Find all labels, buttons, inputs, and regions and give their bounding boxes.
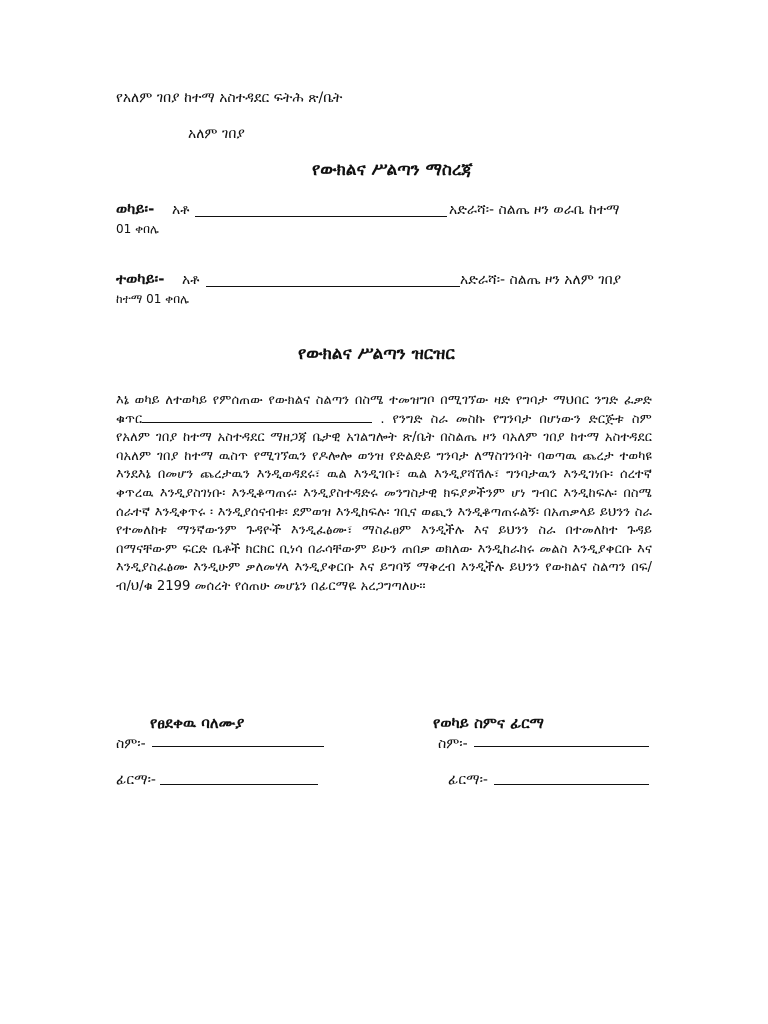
paragraph-part-2: . የንግድ ስራ መስኩ የግንባታ በሆነውን ድርጅቱ ስም የአለም ገበያ ከተማ አስተዳደር ማዘጋጃ ቤታዊ አገልግሎት ጽ/ቤት በስልጤ ዞን ባአለም ገበያ ከተማ አስተዳደር ባአለም ገበያ ከተማ ዉስጥ የሚገኘዉን የዶሎሎ ወንዝ የድልድይ ግንባታ ለማስገንባት ባወጣዉ ጨረታ ተወካዩ እንደእኔ በመሆን ጨረታዉን እንዲወዳደሩ፣ ዉል እንዲገቡ፣ ዉል እንዲያሻሽሉ፣ ግንባታዉን እንዲገነቡ፡ ሰረተኛ ቀጥረዉ እንዲያስገነቡ፡ እንዲቆጣጠሩ፡ እንዲያስተዳድሩ መንግስታዊ ክፍያዎችንም ሆነ ግብር እንዲከፍሉ፡ በስሜ ሰራተኛ እንዲቀጥሩ ፡ እንዲያሰናብቱ፡ ደምወዝ እንዲከፍሉ፡ ገቢና ወጪን እንዲቆጣጠሩልኝ፡ በአጠቃላይ ይህንን ስራ የተመለከቱ ማንኛውንም ጉዳዮች እንዲፈፅሙ፣ ማስፈፀም እንዲችሉ እና ይህንን ስራ በተመለከተ ጉዳይ በማናቸውም ፍርድ ቤቶች ክርክር ቢነሳ በራሳቸውም ይሁን ጠበቃ ወክለው እንዲከራከሩ መልስ እንዲያቀርቡ እና እንዲያስፈፅሙ እንዲሁም ቃለመሃላ እንዲያቀርቡ እና ይግባኝ ማቅረብ እንዲችሉ ይህንን የውክልና ስልጣን በፍ/ብ/ህ/ቁ 2199 መሰረት የሰጠሁ መሆኔን በፊርማዬ አረጋግጣለሁ፡፡ bbox=[116, 411, 652, 594]
witness-heading: የፀደቀዉ ባለሙያ bbox=[150, 714, 245, 732]
principal-sign-name-line bbox=[474, 746, 649, 747]
authority-details-paragraph bbox=[116, 392, 652, 597]
principal-label: ወካይ፡- bbox=[116, 200, 155, 218]
principal-honorific: አቶ bbox=[172, 202, 190, 218]
principal-kebele: 01 ቀበሌ bbox=[116, 222, 159, 236]
agent-address: አድራሻ፡- ስልጤ ዞን አለም ገበያ bbox=[460, 272, 622, 288]
principal-sign-heading: የወካይ ስምና ፊርማ bbox=[433, 714, 544, 732]
details-title: የውክልና ሥልጣን ዝርዝር bbox=[298, 344, 455, 364]
paragraph-part-1: እኔ ወካይ ለተወካይ የምሰጠው የውክልና ስልጣን በስሜ ተመዝግቦ በሚገኘው ዛድ የግባታ ማህበር ንግድ ፈቃድ ቁጥር bbox=[116, 393, 652, 427]
agent-honorific: አቶ bbox=[182, 272, 200, 288]
place-line: አለም ገበያ bbox=[188, 126, 245, 142]
office-header: የአለም ገበያ ከተማ አስተዳደር ፍትሕ ጽ/ቤት bbox=[116, 90, 343, 106]
principal-signature-line bbox=[494, 784, 649, 785]
agent-name-line bbox=[206, 286, 460, 287]
principal-name-label: ስም፡- bbox=[438, 736, 468, 752]
principal-address: አድራሻ፡- ስልጤ ዞን ወራቤ ከተማ bbox=[449, 202, 620, 218]
license-number-line bbox=[142, 411, 372, 423]
agent-kebele: ከተማ 01 ቀበሌ bbox=[116, 292, 190, 306]
witness-name-label: ስም፡- bbox=[116, 736, 146, 752]
agent-label: ተወካይ፡- bbox=[116, 270, 165, 288]
witness-signature-label: ፊርማ፡- bbox=[116, 772, 156, 788]
principal-signature-label: ፊርማ፡- bbox=[448, 772, 488, 788]
principal-name-line bbox=[195, 216, 447, 217]
witness-signature-line bbox=[160, 784, 318, 785]
document-title: የውክልና ሥልጣን ማስረጃ bbox=[312, 160, 473, 180]
witness-name-line bbox=[152, 746, 324, 747]
